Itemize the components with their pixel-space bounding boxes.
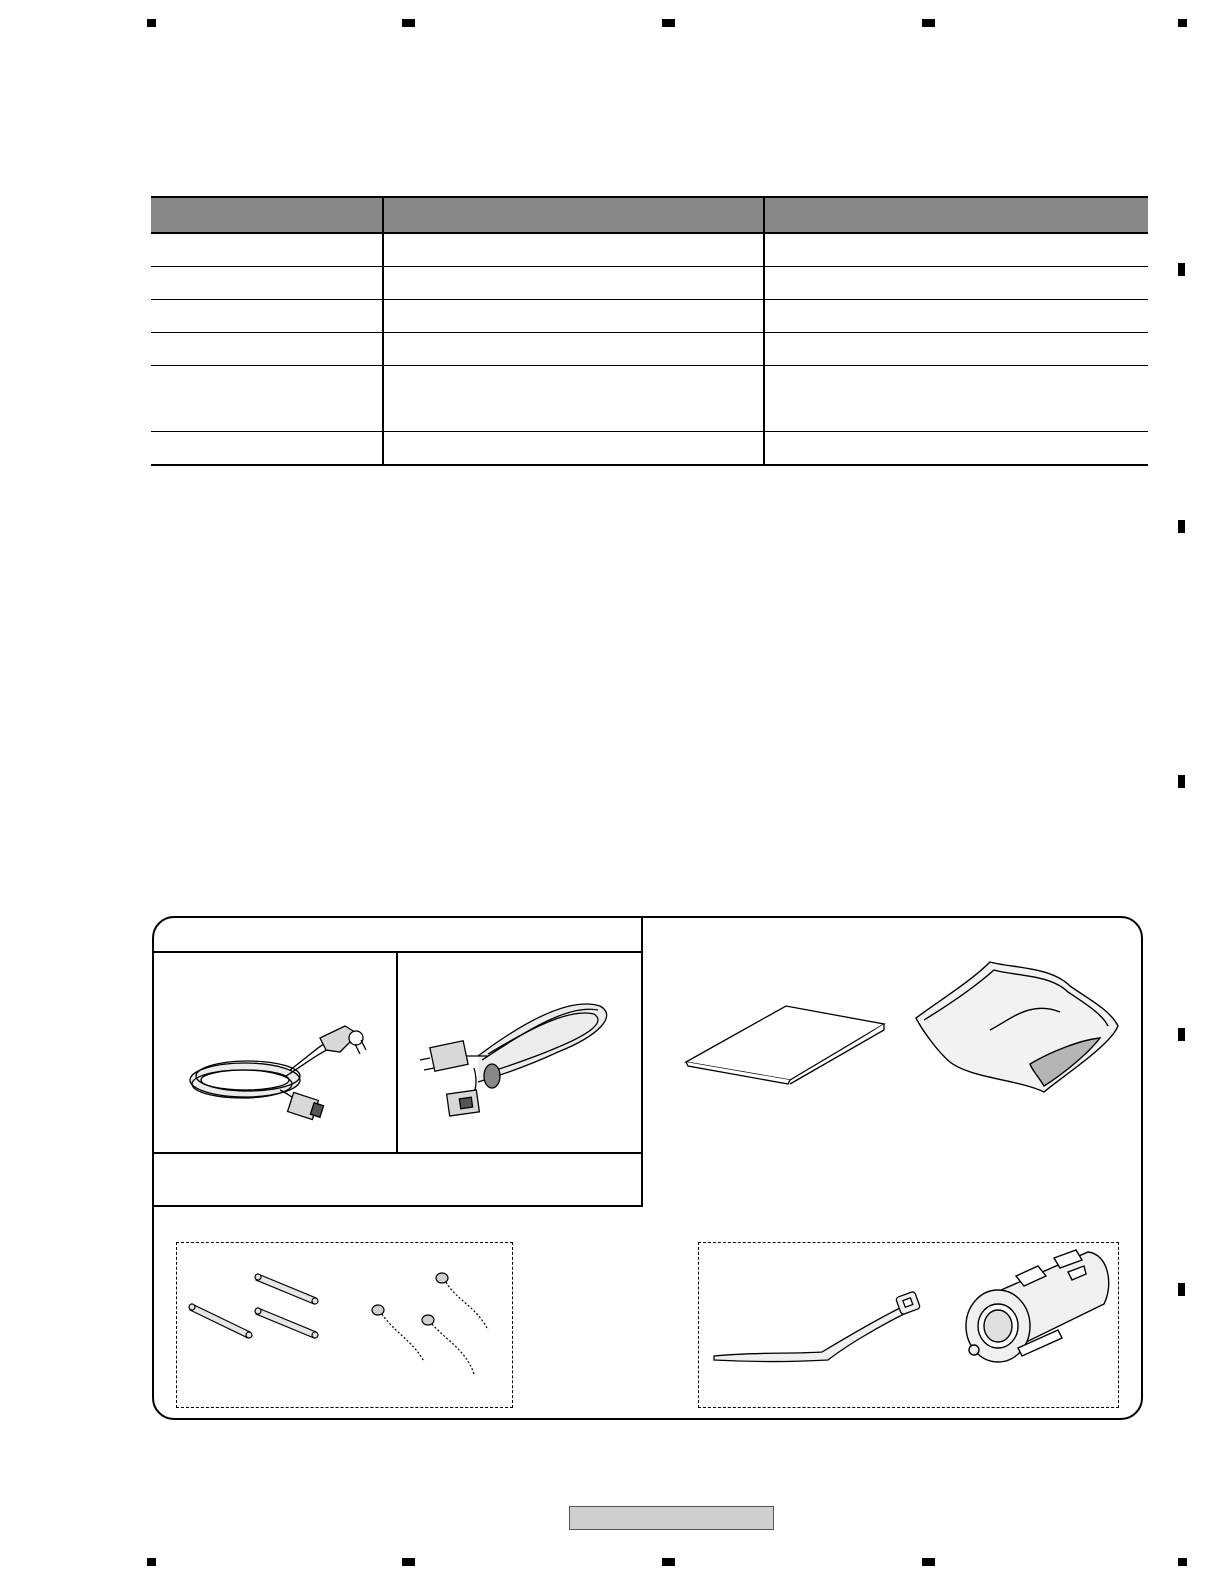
table-cell xyxy=(151,432,383,466)
side-mark xyxy=(1178,520,1185,533)
manual-leaflet-icon xyxy=(684,1004,888,1088)
registration-mark xyxy=(922,1558,935,1566)
spec-table-header xyxy=(151,197,1148,233)
power-cord-us-icon xyxy=(418,996,618,1121)
table-cell xyxy=(764,366,1148,432)
power-cord-eu-icon xyxy=(180,1010,380,1125)
side-mark xyxy=(1178,1283,1185,1296)
header-cell xyxy=(383,197,764,233)
table-row xyxy=(151,267,1148,300)
registration-mark xyxy=(1178,19,1187,27)
registration-mark xyxy=(1178,1558,1187,1566)
table-cell xyxy=(383,366,764,432)
spec-table xyxy=(151,196,1148,466)
table-cell xyxy=(383,267,764,300)
table-cell xyxy=(764,233,1148,267)
divider xyxy=(641,917,643,1207)
table-cell xyxy=(151,233,383,267)
table-row xyxy=(151,432,1148,466)
registration-mark xyxy=(662,19,675,27)
table-row xyxy=(151,333,1148,366)
table-row xyxy=(151,366,1148,432)
side-mark xyxy=(1178,263,1185,276)
side-mark xyxy=(1178,1028,1185,1041)
table-cell xyxy=(764,333,1148,366)
table-row xyxy=(151,300,1148,333)
header-cell xyxy=(764,197,1148,233)
table-cell xyxy=(764,432,1148,466)
divider xyxy=(396,952,398,1153)
registration-mark xyxy=(402,1558,415,1566)
side-mark xyxy=(1178,775,1185,788)
registration-mark xyxy=(147,1558,156,1566)
divider xyxy=(153,1205,642,1207)
table-cell xyxy=(151,333,383,366)
table-cell xyxy=(383,233,764,267)
footer-page-label xyxy=(569,1506,774,1530)
cleaning-cloth-icon xyxy=(910,960,1122,1095)
registration-mark xyxy=(147,19,156,27)
table-cell xyxy=(764,300,1148,333)
ferrite-core-icon xyxy=(958,1244,1118,1372)
hanging-bar-icon xyxy=(188,1268,328,1348)
table-cell xyxy=(151,366,383,432)
table-cell xyxy=(151,267,383,300)
table-cell xyxy=(151,300,383,333)
table-cell xyxy=(764,267,1148,300)
registration-mark xyxy=(922,19,935,27)
table-row xyxy=(151,233,1148,267)
table-cell xyxy=(383,432,764,466)
cable-tie-icon xyxy=(712,1290,926,1374)
table-cell xyxy=(383,333,764,366)
registration-mark xyxy=(662,1558,675,1566)
divider xyxy=(153,1152,642,1154)
header-cell xyxy=(151,197,383,233)
table-cell xyxy=(383,300,764,333)
registration-mark xyxy=(402,19,415,27)
bead-chain-icon xyxy=(366,1270,496,1380)
